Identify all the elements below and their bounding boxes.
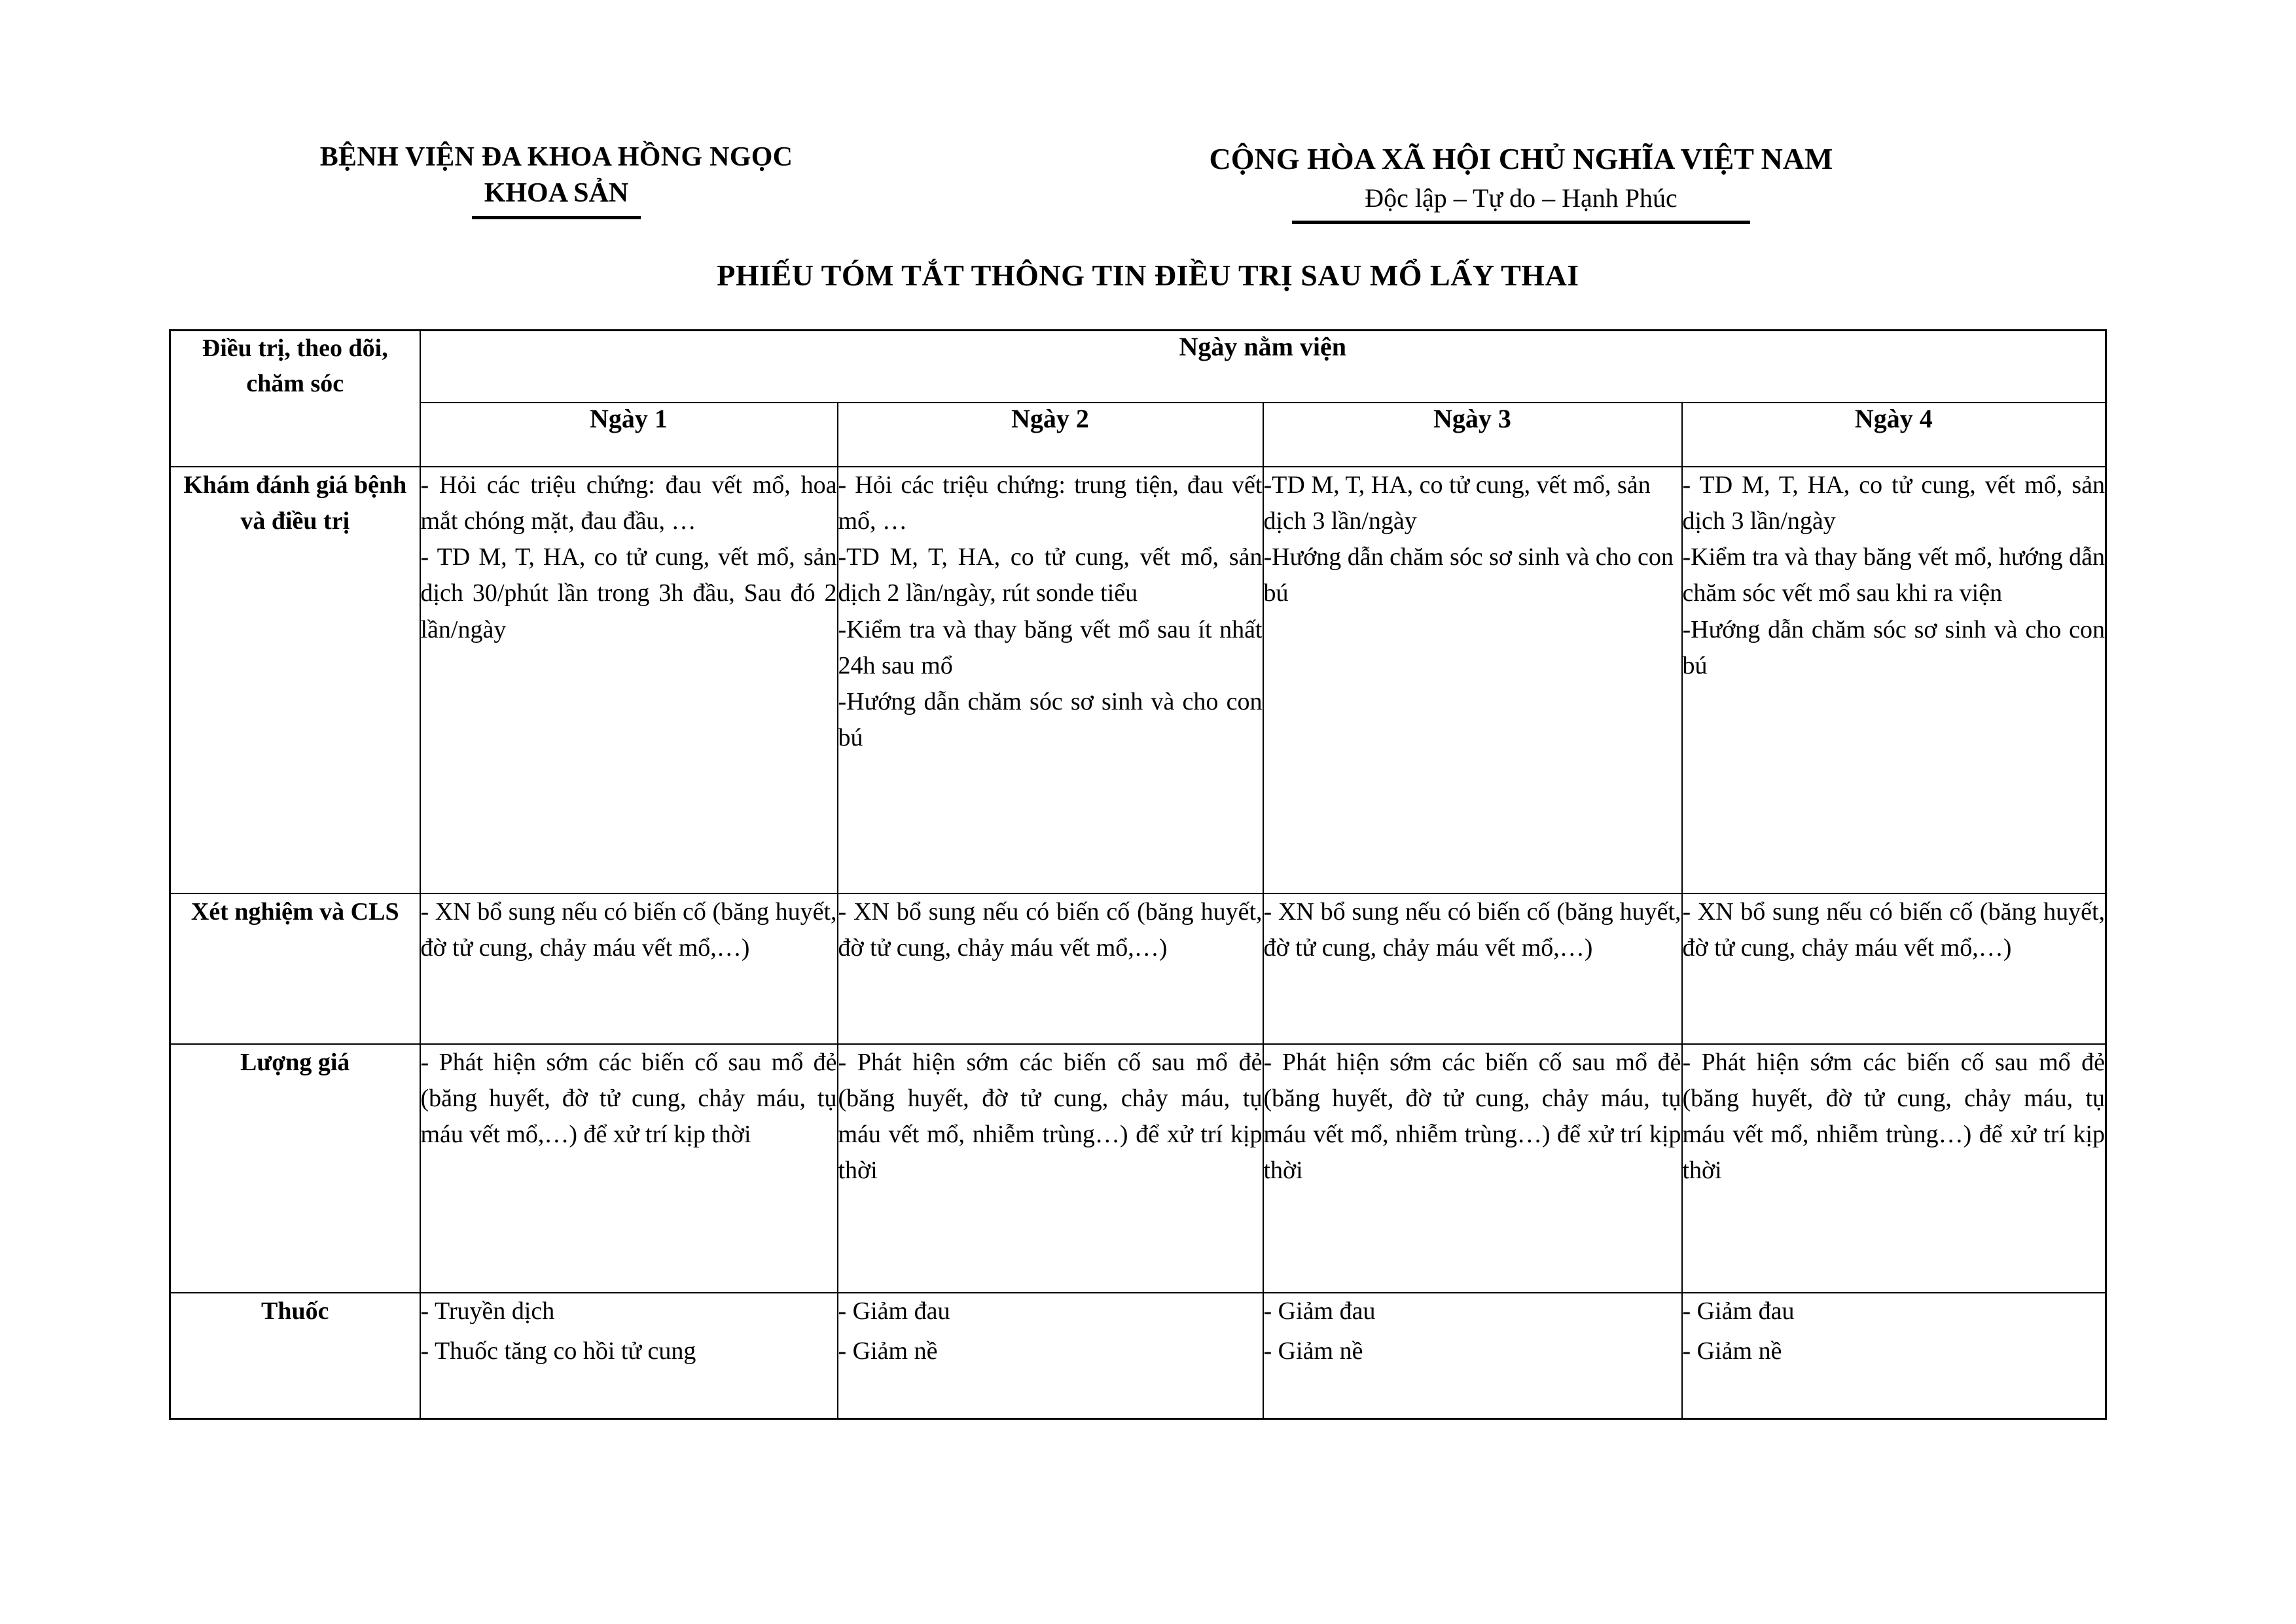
cell-lab-day3: [1263, 893, 1682, 1044]
table-row: [170, 467, 2106, 893]
cell-exam-day3: [1263, 467, 1682, 893]
row-label-exam: Khám đánh giá bệnh và điều trị: [170, 467, 420, 893]
cell-line: -TD M, T, HA, co tử cung, vết mổ, sản dịch 3 lần/ngày: [1263, 471, 1651, 535]
column-header-day-4: Ngày 4: [1682, 403, 2106, 467]
row-label-assessment: Lượng giá: [170, 1044, 420, 1293]
cell-line: - Truyền dịch: [420, 1297, 555, 1326]
cell-assessment-day2: [838, 1044, 1263, 1293]
row-label-lab: Xét nghiệm và CLS: [170, 893, 420, 1044]
cell-line: - Giảm đau: [838, 1297, 950, 1326]
cell-line: - XN bổ sung nếu có biến cố (băng huyết, đờ tử cung, chảy máu vết mổ,…): [1263, 898, 1681, 962]
department-name: [472, 177, 641, 219]
care-plan-table: [169, 329, 2107, 1420]
cell-line: - Phát hiện sớm các biến cố sau mổ đẻ (băng huyết, đờ tử cung, chảy máu, tụ máu vết mổ, nhiễm trùng…) để xử trí kịp thời: [838, 1049, 1263, 1185]
cell-medication-day2: [838, 1293, 1263, 1419]
column-header-treatment: Điều trị, theo dõi, chăm sóc: [170, 331, 420, 467]
document-header: [0, 0, 2296, 224]
cell-line: -Kiểm tra và thay băng vết mổ, hướng dẫn chăm sóc vết mổ sau khi ra viện: [1682, 543, 2106, 607]
table-head: [170, 331, 2106, 467]
column-header-day-3: Ngày 3: [1263, 403, 1682, 467]
cell-line: -Hướng dẫn chăm sóc sơ sinh và cho con bú: [838, 687, 1263, 751]
cell-exam-day2: [838, 467, 1263, 893]
cell-line: -TD M, T, HA, co tử cung, vết mổ, sản dịch 2 lần/ngày, rút sonde tiểu: [838, 543, 1263, 607]
cell-medication-day1: [420, 1293, 838, 1419]
page-title: PHIẾU TÓM TẮT THÔNG TIN ĐIỀU TRỊ SAU MỔ LẤY THAI: [717, 259, 1579, 293]
cell-line: - Phát hiện sớm các biến cố sau mổ đẻ (băng huyết, đờ tử cung, chảy máu, tụ máu vết mổ, nhiễm trùng…) để xử trí kịp thời: [1263, 1049, 1681, 1185]
cell-line: - Giảm đau: [1682, 1297, 1795, 1326]
cell-line: - TD M, T, HA, co tử cung, vết mổ, sản dịch 3 lần/ngày: [1682, 471, 2106, 535]
column-header-day-2: Ngày 2: [838, 403, 1263, 467]
cell-assessment-day3: [1263, 1044, 1682, 1293]
table-header-row-2: [170, 403, 2106, 467]
national-title: CỘNG HÒA XÃ HỘI CHỦ NGHĨA VIỆT NAM: [1209, 142, 1833, 175]
national-motto: [1292, 182, 1750, 224]
cell-line: - Hỏi các triệu chứng: đau vết mổ, hoa mắt chóng mặt, đau đầu, …: [420, 471, 837, 535]
header-right-block: [942, 141, 2198, 224]
cell-exam-day4: [1682, 467, 2106, 893]
cell-line: - Phát hiện sớm các biến cố sau mổ đẻ (băng huyết, đờ tử cung, chảy máu, tụ máu vết mổ,…) để xử trí kịp thời: [420, 1049, 837, 1149]
cell-line: - Giảm nề: [838, 1337, 938, 1365]
table-header-row-1: [170, 331, 2106, 403]
cell-line: - XN bổ sung nếu có biến cố (băng huyết, đờ tử cung, chảy máu vết mổ,…): [420, 898, 837, 962]
department-underline: [472, 216, 641, 219]
header-left-block: [98, 141, 942, 219]
national-motto-text: Độc lập – Tự do – Hạnh Phúc: [1365, 183, 1677, 213]
cell-line: -Hướng dẫn chăm sóc sơ sinh và cho con bú: [1682, 615, 2106, 679]
cell-exam-day1: [420, 467, 838, 893]
cell-medication-day4: [1682, 1293, 2106, 1419]
table-row: [170, 1293, 2106, 1419]
cell-line: -Kiểm tra và thay băng vết mổ sau ít nhất 24h sau mổ: [838, 615, 1263, 679]
cell-line: - XN bổ sung nếu có biến cố (băng huyết, đờ tử cung, chảy máu vết mổ,…): [838, 898, 1263, 962]
cell-lab-day1: [420, 893, 838, 1044]
cell-lab-day4: [1682, 893, 2106, 1044]
care-table-container: [0, 329, 2296, 1420]
cell-assessment-day4: [1682, 1044, 2106, 1293]
column-header-hospital-days: Ngày nằm viện: [420, 331, 2106, 403]
table-body: [170, 467, 2106, 1419]
table-row: [170, 1044, 2106, 1293]
cell-line: - Hỏi các triệu chứng: trung tiện, đau vết mổ, …: [838, 471, 1263, 535]
cell-line: - Thuốc tăng co hồi tử cung: [420, 1337, 696, 1365]
row-label-medication: Thuốc: [170, 1293, 420, 1419]
column-header-day-1: Ngày 1: [420, 403, 838, 467]
cell-line: - Giảm nề: [1682, 1337, 1782, 1365]
cell-line: - Giảm đau: [1263, 1297, 1376, 1326]
cell-line: -Hướng dẫn chăm sóc sơ sinh và cho con bú: [1263, 543, 1674, 607]
cell-assessment-day1: [420, 1044, 838, 1293]
cell-line: - Giảm nề: [1263, 1337, 1363, 1365]
cell-lab-day2: [838, 893, 1263, 1044]
table-row: [170, 893, 2106, 1044]
cell-medication-day3: [1263, 1293, 1682, 1419]
motto-underline: [1292, 221, 1750, 224]
cell-line: - XN bổ sung nếu có biến cố (băng huyết, đờ tử cung, chảy máu vết mổ,…): [1682, 898, 2106, 962]
cell-line: - TD M, T, HA, co tử cung, vết mổ, sản dịch 30/phút lần trong 3h đầu, Sau đó 2 lần/ngày: [420, 543, 837, 643]
department-name-text: KHOA SẢN: [484, 178, 629, 209]
hospital-name: BỆNH VIỆN ĐA KHOA HỒNG NGỌC: [319, 142, 793, 172]
cell-line: - Phát hiện sớm các biến cố sau mổ đẻ (băng huyết, đờ tử cung, chảy máu, tụ máu vết mổ, nhiễm trùng…) để xử trí kịp thời: [1682, 1049, 2106, 1185]
